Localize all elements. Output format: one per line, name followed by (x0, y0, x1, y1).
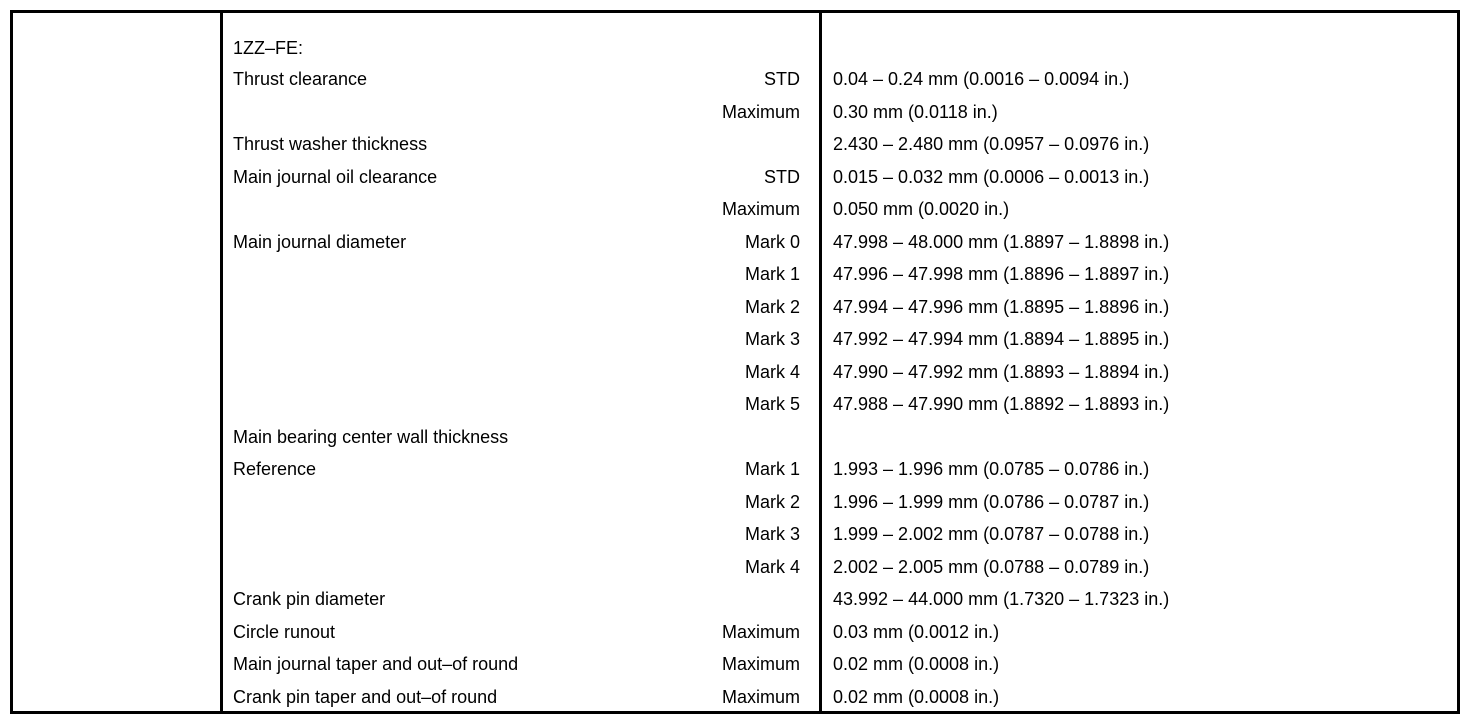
spec-value: 0.015 – 0.032 mm (0.0006 – 0.0013 in.) (833, 166, 1150, 187)
spec-value: 47.992 – 47.994 mm (1.8894 – 1.8895 in.) (833, 329, 1170, 349)
spec-condition: Maximum (721, 686, 800, 707)
spec-condition: Mark 4 (744, 556, 800, 577)
spec-row (233, 421, 1457, 454)
spec-item-label: Crank pin diameter (233, 589, 386, 609)
spec-condition: Mark 0 (744, 231, 800, 252)
section-title: 1ZZ–FE: (233, 38, 304, 58)
spec-value: 1.996 – 1.999 mm (0.0786 – 0.0787 in.) (833, 491, 1150, 512)
spec-row (233, 453, 1457, 486)
spec-item-label: Crank pin taper and out–of round (233, 686, 498, 707)
spec-condition: Mark 2 (744, 296, 800, 317)
spec-item-label: Reference (233, 459, 317, 479)
spec-table (10, 10, 1460, 714)
spec-value: 2.002 – 2.005 mm (0.0788 – 0.0789 in.) (833, 556, 1150, 577)
spec-condition: STD (764, 166, 800, 187)
spec-condition: STD (764, 69, 800, 89)
spec-value: 0.050 mm (0.0020 in.) (833, 199, 1010, 219)
spec-row (233, 681, 1457, 714)
spec-rows (233, 63, 1457, 713)
spec-value: 1.999 – 2.002 mm (0.0787 – 0.0788 in.) (833, 524, 1150, 544)
spec-value: 0.04 – 0.24 mm (0.0016 – 0.0094 in.) (833, 69, 1130, 89)
spec-condition: Mark 1 (744, 459, 800, 479)
spec-content (233, 35, 1457, 713)
spec-condition: Mark 3 (744, 329, 800, 349)
spec-value: 47.998 – 48.000 mm (1.8897 – 1.8898 in.) (833, 231, 1170, 252)
spec-value: 47.990 – 47.992 mm (1.8893 – 1.8894 in.) (833, 361, 1170, 382)
spec-row (233, 128, 1457, 161)
spec-item-label: Main journal oil clearance (233, 166, 438, 187)
spec-value: 1.993 – 1.996 mm (0.0785 – 0.0786 in.) (833, 459, 1150, 479)
spec-row (233, 583, 1457, 616)
spec-value: 47.996 – 47.998 mm (1.8896 – 1.8897 in.) (833, 264, 1170, 284)
spec-condition: Mark 2 (744, 491, 800, 512)
spec-value: 43.992 – 44.000 mm (1.7320 – 1.7323 in.) (833, 589, 1170, 609)
spec-value: 0.30 mm (0.0118 in.) (833, 101, 998, 122)
column-divider-left (220, 13, 223, 711)
spec-row (233, 388, 1457, 421)
spec-condition: Mark 3 (744, 524, 800, 544)
spec-row (233, 648, 1457, 681)
spec-row (233, 226, 1457, 259)
spec-item-label: Circle runout (233, 621, 336, 642)
spec-row (233, 551, 1457, 584)
spec-condition: Mark 1 (744, 264, 800, 284)
spec-item-label: Main journal diameter (233, 231, 407, 252)
spec-row (233, 323, 1457, 356)
spec-row (233, 63, 1457, 96)
spec-row (233, 291, 1457, 324)
spec-row (233, 161, 1457, 194)
spec-condition: Maximum (721, 101, 800, 122)
spec-condition: Maximum (721, 199, 800, 219)
spec-value: 2.430 – 2.480 mm (0.0957 – 0.0976 in.) (833, 134, 1150, 154)
spec-condition: Maximum (721, 621, 800, 642)
spec-item-label: Main bearing center wall thickness (233, 426, 509, 447)
spec-item-label: Thrust washer thickness (233, 134, 428, 154)
spec-row (233, 486, 1457, 519)
spec-row (233, 616, 1457, 649)
spec-item-label: Main journal taper and out–of round (233, 654, 519, 674)
spec-value: 0.02 mm (0.0008 in.) (833, 686, 1000, 707)
spec-condition: Mark 5 (744, 394, 800, 414)
spec-value: 47.994 – 47.996 mm (1.8895 – 1.8896 in.) (833, 296, 1170, 317)
spec-row (233, 193, 1457, 226)
spec-row (233, 518, 1457, 551)
spec-value: 47.988 – 47.990 mm (1.8892 – 1.8893 in.) (833, 394, 1170, 414)
spec-row (233, 96, 1457, 129)
spec-value: 0.02 mm (0.0008 in.) (833, 654, 1000, 674)
spec-row (233, 356, 1457, 389)
spec-condition: Maximum (721, 654, 800, 674)
spec-item-label: Thrust clearance (233, 69, 368, 89)
spec-value: 0.03 mm (0.0012 in.) (833, 621, 1000, 642)
spec-condition: Mark 4 (744, 361, 800, 382)
spec-row (233, 258, 1457, 291)
